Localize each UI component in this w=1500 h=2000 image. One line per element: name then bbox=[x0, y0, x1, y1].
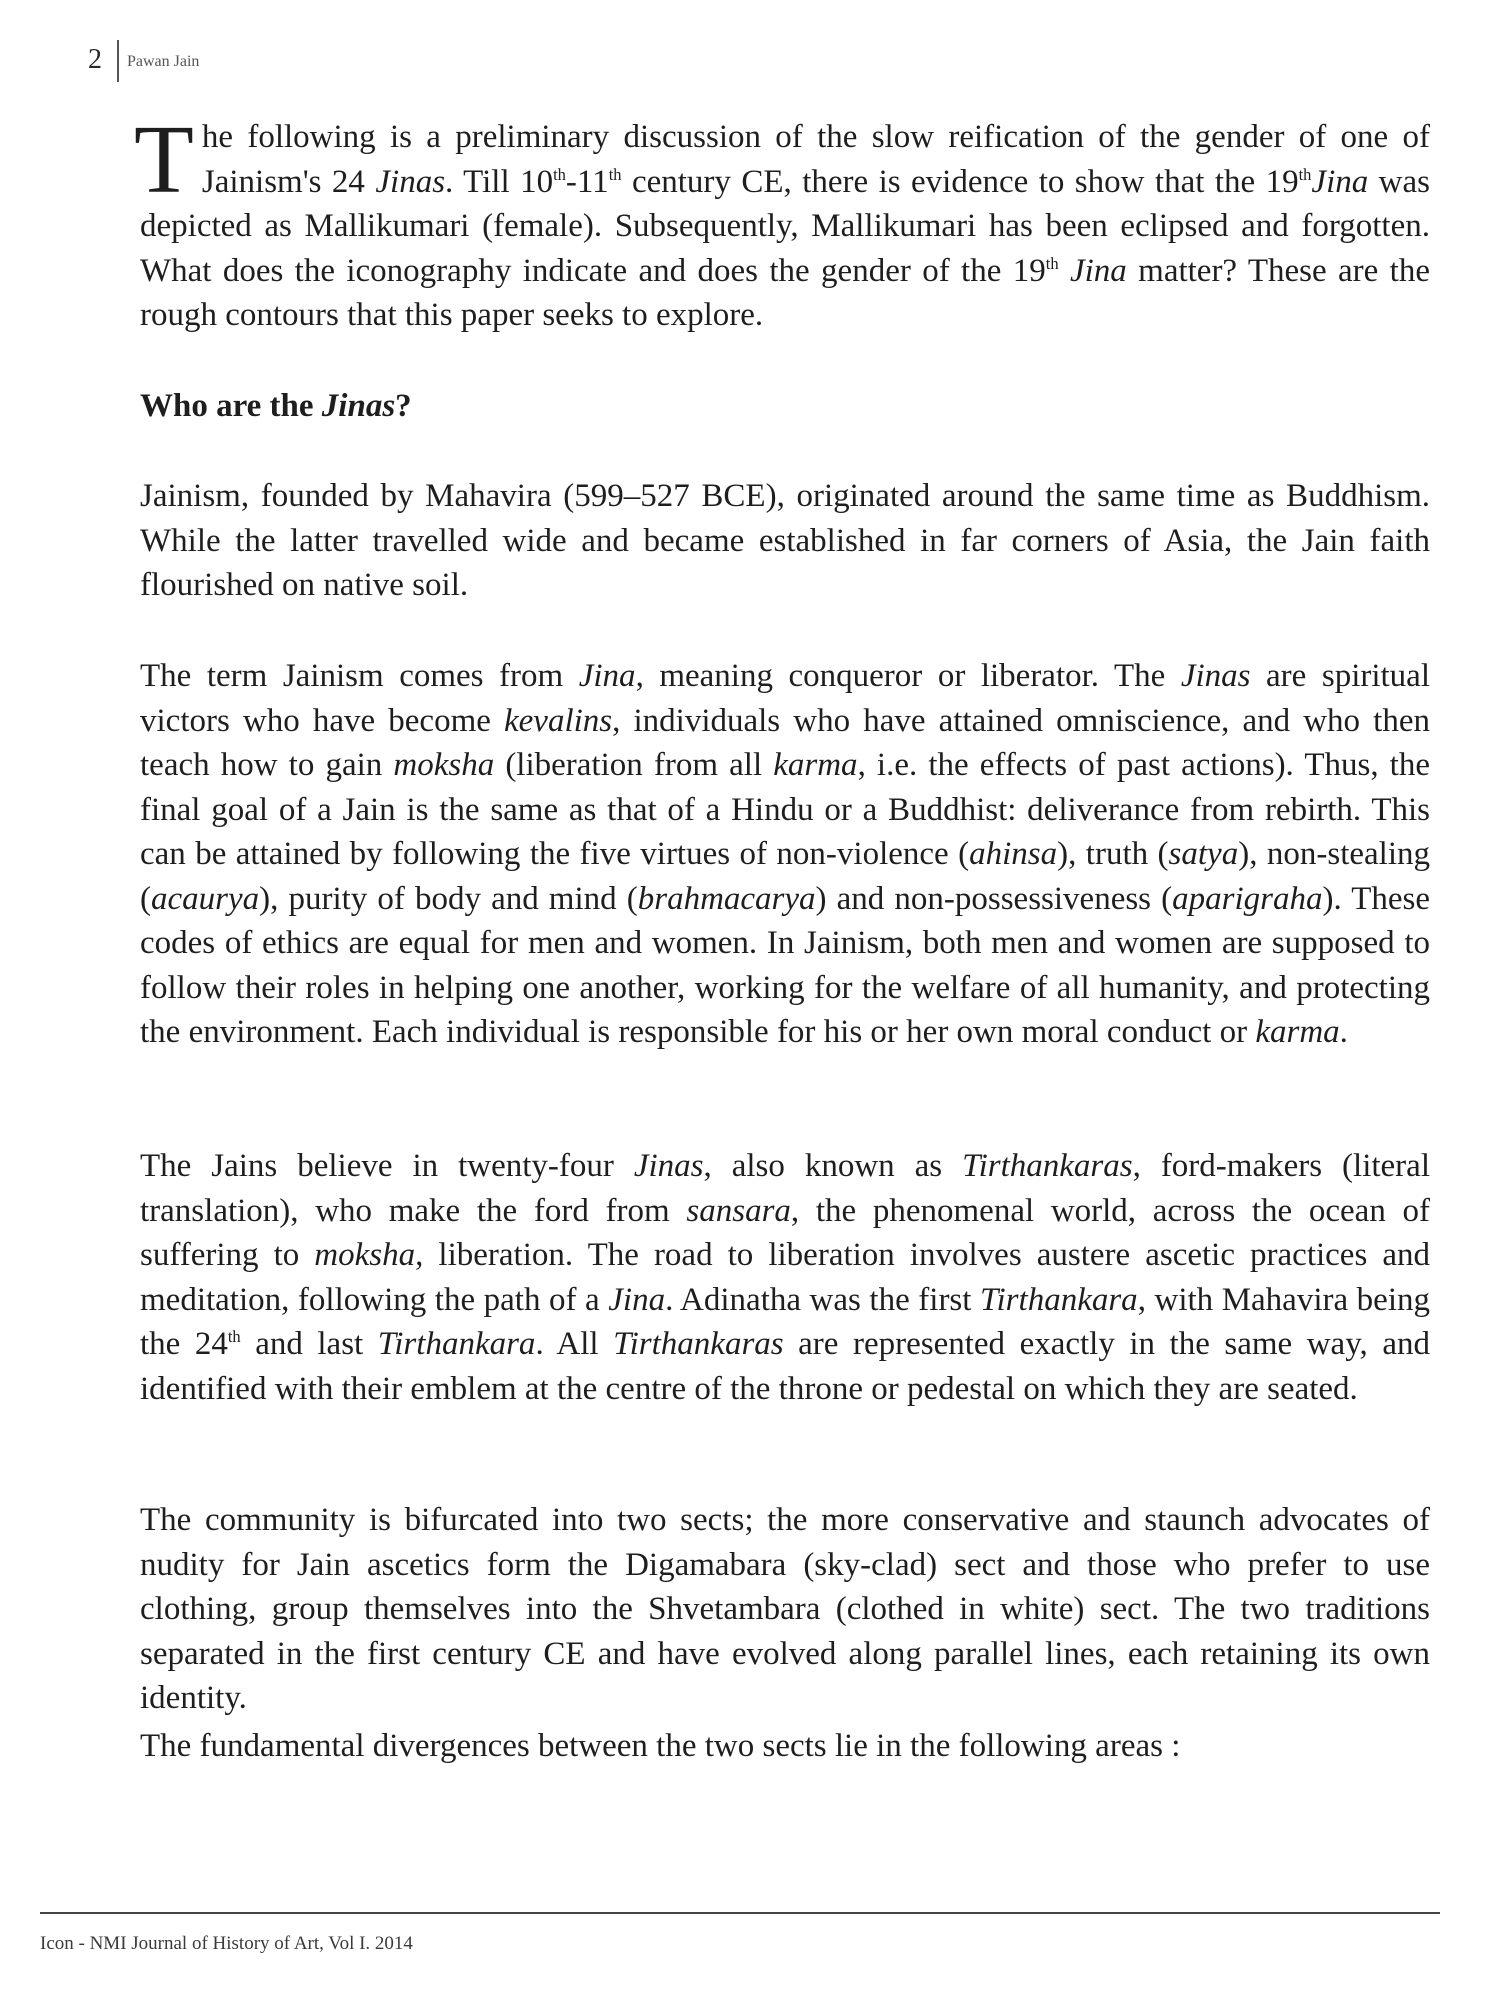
paragraph-origins: Jainism, founded by Mahavira (599–527 BCE), originated around the same time as Buddhism. While the latter travelled wide and became established in far corners of Asia, the Jain faith flourished on native soil. bbox=[140, 478, 1430, 603]
footer-divider bbox=[40, 1912, 1440, 1914]
drop-cap: T bbox=[134, 106, 194, 214]
intro-paragraph: The following is a preliminary discussion of the slow reification of the gender of one of Jainism's 24 Jinas. Till 10th-11th century CE, there is evidence to show that the 19thJina was depicted as Mallikumari (female). Subsequently, Mallikumari has been eclipsed and forgotten. What does the iconography indicate and does the gender of the 19th Jina matter? These are the rough contours that this paper seeks to explore. bbox=[134, 106, 1431, 333]
paragraph-tirthankaras: The Jains believe in twenty-four Jinas, also known as Tirthankaras, ford-makers (literal translation), who make the ford from sansara, the phenomenal world, across the ocean of suffering to moksha, liberation. The road to liberation involves austere ascetic practices and meditation, following the path of a Jina. Adinatha was the first Tirthankara, with Mahavira being the 24th and last Tirthankara. All Tirthankaras are represented exactly in the same way, and identified with their emblem at the centre of the throne or pedestal on which they are seated. bbox=[140, 1148, 1431, 1407]
paragraph-divergences: The fundamental divergences between the two sects lie in the following areas : bbox=[140, 1728, 1181, 1764]
paragraph-sects: The community is bifurcated into two sects; the more conservative and staunch advocates of nudity for Jain ascetics form the Digamabara (sky-clad) sect and those who prefer to use clothing, group themselves into the Shvetambara (clothed in white) sect. The two traditions separated in the first century CE and have evolved along parallel lines, each retaining its own identity. bbox=[140, 1502, 1430, 1716]
paragraph-jina-meaning: The term Jainism comes from Jina, meaning conqueror or liberator. The Jinas are spiritual victors who have become kevalins, individuals who have attained omniscience, and who then teach how to gain moksha (liberation from all karma, i.e. the effects of past actions). Thus, the final goal of a Jain is the same as that of a Hindu or a Buddhist: deliverance from rebirth. This can be attained by following the five virtues of non-violence (ahinsa), truth (satya), non-stealing (acaurya), purity of body and mind (brahmacarya) and non-possessiveness (aparigraha). These codes of ethics are equal for men and women. In Jainism, both men and women are supposed to follow their roles in helping one another, working for the welfare of all humanity, and protecting the environment. Each individual is responsible for his or her own moral conduct or karma. bbox=[140, 658, 1431, 1050]
section-heading: Who are the Jinas? bbox=[140, 388, 412, 424]
running-author: Pawan Jain bbox=[127, 53, 200, 70]
header-divider bbox=[117, 40, 119, 82]
journal-footer: Icon - NMI Journal of History of Art, Vol I. 2014 bbox=[40, 1933, 413, 1954]
page-number: 2 bbox=[88, 44, 102, 75]
